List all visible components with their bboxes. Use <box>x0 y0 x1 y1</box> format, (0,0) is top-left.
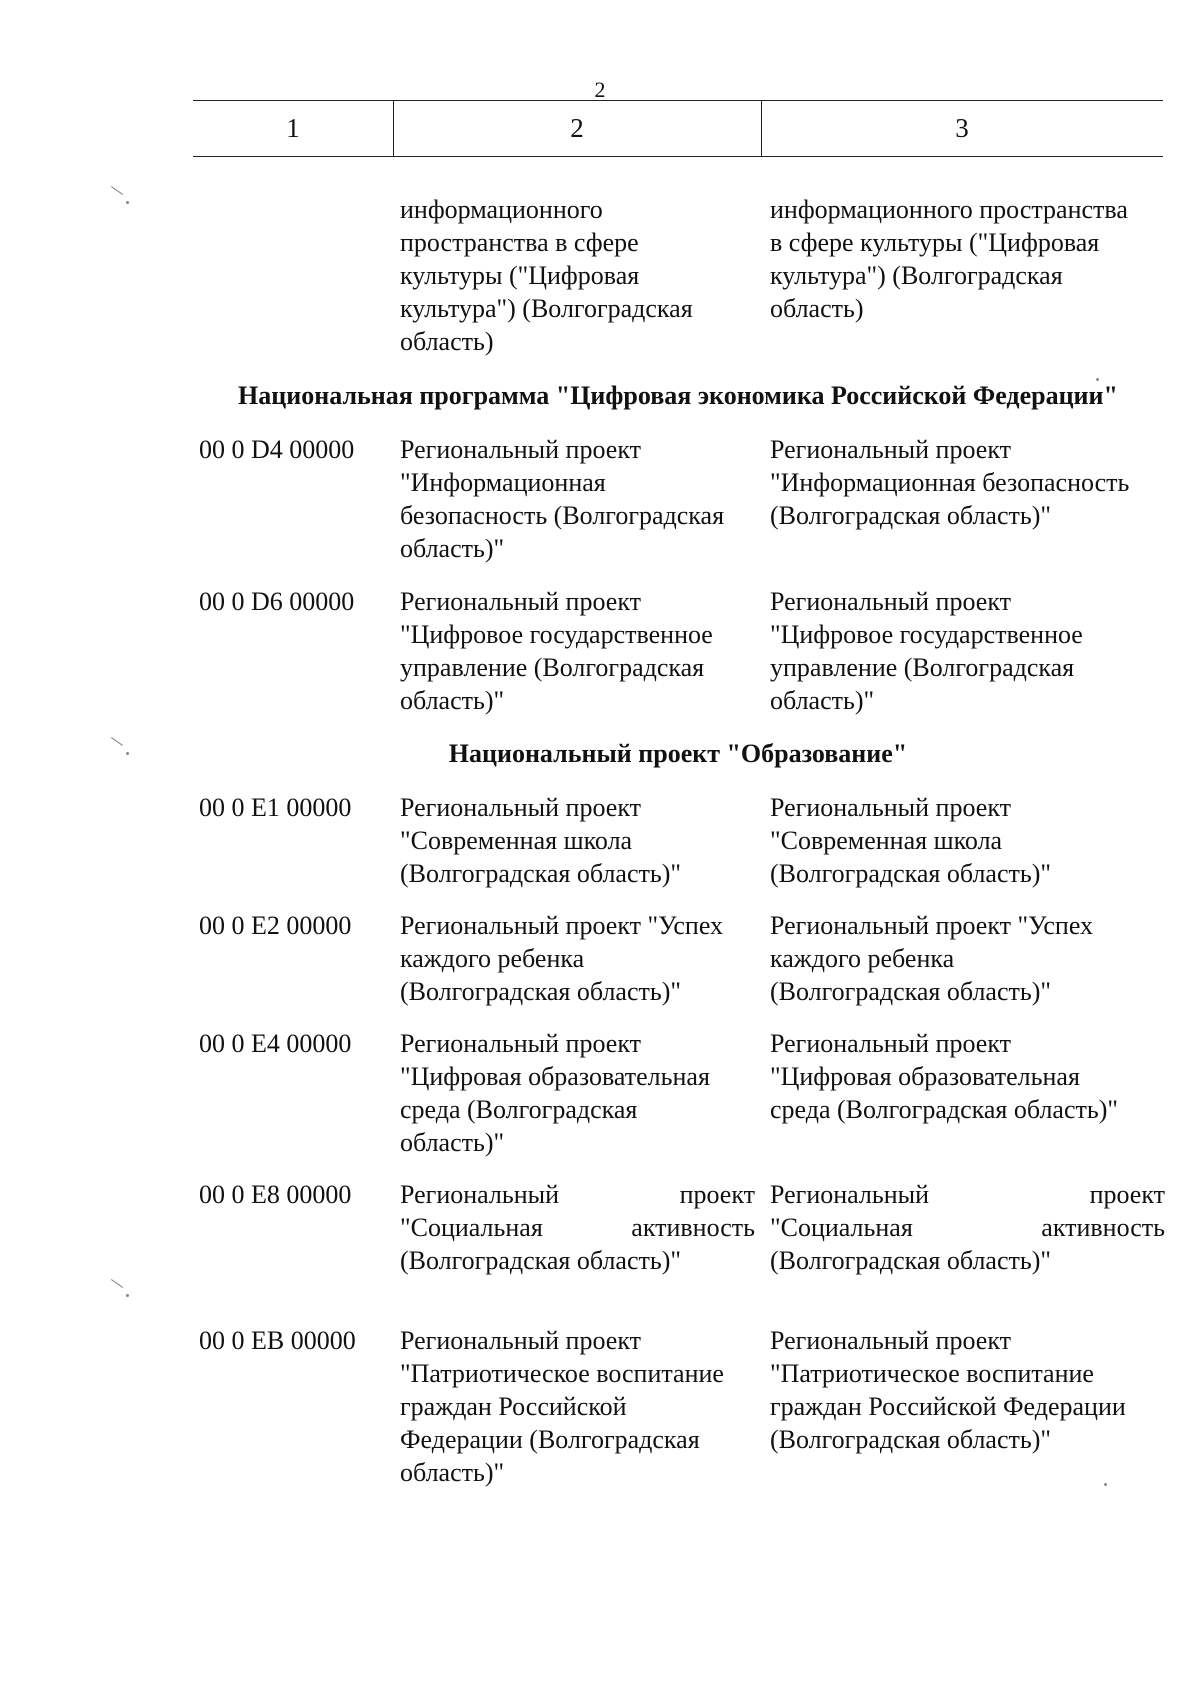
row-name-col2 <box>400 1324 755 1489</box>
row-name-col3 <box>770 1178 1165 1277</box>
text-line: (Волгоградская область)" <box>770 977 1051 1006</box>
text-line <box>400 1178 755 1211</box>
row-code: 00 0 E1 00000 <box>199 793 352 822</box>
text-line: "Цифровая образовательная <box>770 1062 1080 1091</box>
text-line: Региональный проект "Успех <box>400 911 724 940</box>
word: проект <box>1089 1180 1165 1209</box>
text-line: "Цифровая образовательная <box>400 1062 710 1091</box>
text-line: среда (Волгоградская область)" <box>770 1095 1118 1124</box>
row-name-col2 <box>400 1027 755 1159</box>
text-line: (Волгоградская область)" <box>400 1246 681 1275</box>
text-line: пространства в сфере <box>400 228 639 257</box>
word: Региональный <box>400 1180 560 1209</box>
text-line: граждан Российской <box>400 1392 627 1421</box>
header-col-1: 1 <box>286 113 300 143</box>
text-line: Региональный проект <box>400 435 641 464</box>
scan-mark <box>111 737 123 746</box>
text-line: "Патриотическое воспитание <box>770 1359 1094 1388</box>
row-code: 00 0 E2 00000 <box>199 911 352 940</box>
row-name-col3 <box>770 433 1165 532</box>
header-col-3: 3 <box>955 113 969 143</box>
text-line: в сфере культуры ("Цифровая <box>770 228 1100 257</box>
continued-col2 <box>400 193 755 358</box>
row-name-col2 <box>400 909 755 1008</box>
scan-dot <box>126 201 129 204</box>
row-name-col3 <box>770 909 1165 1008</box>
scan-mark <box>111 1279 123 1288</box>
row-name-col3 <box>770 585 1165 717</box>
row-code: 00 0 E4 00000 <box>199 1029 352 1058</box>
text-line: среда (Волгоградская <box>400 1095 638 1124</box>
text-line: область)" <box>400 686 505 715</box>
row-code: 00 0 E8 00000 <box>199 1180 352 1209</box>
row-code: 00 0 EB 00000 <box>199 1326 356 1355</box>
row-name-col3 <box>770 791 1165 890</box>
text-line: (Волгоградская область)" <box>770 859 1051 888</box>
row-code: 00 0 D6 00000 <box>199 587 355 616</box>
text-line: "Информационная безопасность <box>770 468 1130 497</box>
row-name-col2 <box>400 791 755 890</box>
text-line: "Цифровое государственное <box>400 620 713 649</box>
row-name-col3 <box>770 1027 1165 1126</box>
text-line <box>400 1211 755 1244</box>
word: "Социальная <box>770 1213 913 1242</box>
header-top-rule <box>193 100 1163 101</box>
row-name-col2 <box>400 433 755 565</box>
text-line: (Волгоградская область)" <box>400 977 681 1006</box>
text-line: область)" <box>400 1128 505 1157</box>
scan-mark <box>111 186 123 195</box>
text-line: Региональный проект "Успех <box>770 911 1094 940</box>
word: активность <box>1041 1213 1165 1242</box>
text-line: "Цифровое государственное <box>770 620 1083 649</box>
text-line: культура") (Волгоградская <box>770 261 1063 290</box>
text-line: область) <box>400 327 494 356</box>
text-line: область)" <box>400 1458 505 1487</box>
text-line: область) <box>770 294 864 323</box>
text-line: каждого ребенка <box>400 944 585 973</box>
text-line: Федерации (Волгоградская <box>400 1425 700 1454</box>
text-line: Региональный проект <box>770 587 1011 616</box>
word: "Социальная <box>400 1213 543 1242</box>
row-name-col2 <box>400 1178 755 1277</box>
continued-col3 <box>770 193 1165 325</box>
text-line: (Волгоградская область)" <box>770 501 1051 530</box>
row-name-col3 <box>770 1324 1165 1456</box>
text-line: область)" <box>400 534 505 563</box>
text-line: область)" <box>770 686 875 715</box>
text-line: информационного пространства <box>770 195 1128 224</box>
text-line: Региональный проект <box>770 435 1011 464</box>
section-title: Национальная программа "Цифровая экономика Российской Федерации" <box>238 381 1118 410</box>
row-code: 00 0 D4 00000 <box>199 435 355 464</box>
text-line: Региональный проект <box>400 587 641 616</box>
section-title: Национальный проект "Образование" <box>448 739 908 768</box>
word: Региональный <box>770 1180 930 1209</box>
text-line <box>770 1211 1165 1244</box>
row-name-col2 <box>400 585 755 717</box>
text-line: "Патриотическое воспитание <box>400 1359 724 1388</box>
text-line <box>770 1178 1165 1211</box>
text-line: каждого ребенка <box>770 944 955 973</box>
scan-dot <box>1096 378 1099 381</box>
text-line: (Волгоградская область)" <box>770 1425 1051 1454</box>
text-line: "Современная школа <box>400 826 633 855</box>
header-bottom-rule <box>193 156 1163 157</box>
text-line: Региональный проект <box>770 1029 1011 1058</box>
text-line: культуры ("Цифровая <box>400 261 640 290</box>
text-line: управление (Волгоградская <box>400 653 705 682</box>
text-line: Региональный проект <box>400 793 641 822</box>
text-line: информационного <box>400 195 603 224</box>
text-line: Региональный проект <box>400 1029 641 1058</box>
text-line: безопасность (Волгоградская <box>400 501 725 530</box>
text-line: граждан Российской Федерации <box>770 1392 1126 1421</box>
text-line: Региональный проект <box>770 1326 1011 1355</box>
word: активность <box>631 1213 755 1242</box>
text-line: "Информационная <box>400 468 606 497</box>
word: проект <box>679 1180 755 1209</box>
text-line: "Современная школа <box>770 826 1003 855</box>
text-line: (Волгоградская область)" <box>770 1246 1051 1275</box>
text-line: Региональный проект <box>770 793 1011 822</box>
page-number: 2 <box>594 77 606 102</box>
text-line: управление (Волгоградская <box>770 653 1075 682</box>
scan-dot <box>126 1294 129 1297</box>
scan-dot <box>1104 1483 1107 1486</box>
text-line: Региональный проект <box>400 1326 641 1355</box>
text-line: (Волгоградская область)" <box>400 859 681 888</box>
text-line: культура") (Волгоградская <box>400 294 693 323</box>
header-col-2: 2 <box>570 113 584 143</box>
scan-dot <box>126 752 129 755</box>
